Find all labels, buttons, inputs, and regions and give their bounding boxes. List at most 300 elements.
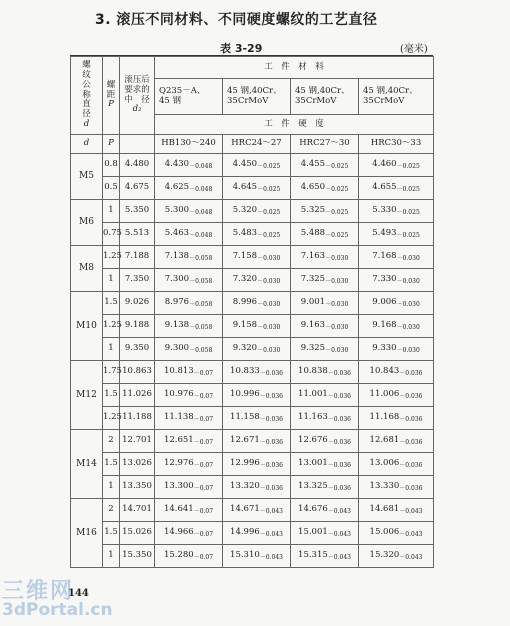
thread-size-cell: M6 (71, 200, 103, 246)
pitch-diameter-cell: 9.026 (120, 292, 155, 315)
unit-label: (毫米) (400, 44, 428, 55)
table-row (71, 453, 434, 476)
tolerance-value: －0.025 (396, 162, 420, 170)
hardness-header-3: HRC27～30 (291, 135, 359, 154)
diameter-value-cell (291, 476, 359, 499)
material-header-4: 45 钢,40Cr、 35CrMoV (359, 79, 434, 115)
nominal-value: 5.483 (232, 227, 258, 238)
tolerance-value: －0.025 (325, 185, 349, 193)
thread-size-header-line: 直 (82, 99, 91, 110)
pitch-cell: 1 (103, 545, 120, 568)
pitch-diameter-header-line: 中 径 (124, 94, 150, 105)
table-row (71, 407, 434, 430)
tolerance-value: －0.07 (193, 461, 214, 469)
thread-size-header-line: 纹 (82, 70, 91, 81)
diameter-value-cell (359, 177, 434, 200)
nominal-value: 13.006 (369, 457, 400, 468)
pitch-cell: 1.5 (103, 292, 120, 315)
pitch-diameter-cell: 7.188 (120, 246, 155, 269)
nominal-value: 10.976 (163, 388, 194, 399)
tolerance-value: －0.07 (193, 438, 214, 446)
tolerance-value: －0.043 (399, 530, 423, 538)
tolerance-value: －0.036 (399, 369, 423, 377)
pitch-cell: 1.5 (103, 453, 120, 476)
tolerance-value: －0.030 (325, 323, 349, 331)
diameter-value-cell (223, 499, 291, 522)
nominal-value: 9.300 (164, 342, 190, 353)
tolerance-value: －0.036 (399, 484, 423, 492)
nominal-value: 5.325 (300, 204, 326, 215)
pitch-cell: 1 (103, 269, 120, 292)
tolerance-value: －0.043 (399, 553, 423, 561)
thread-size-header-line: 螺 (82, 60, 91, 71)
nominal-value: 4.650 (300, 181, 326, 192)
workpiece-material-header: 工 件 材 料 (155, 57, 434, 79)
nominal-value: 10.833 (230, 365, 260, 376)
tolerance-value: －0.048 (189, 208, 213, 216)
tolerance-value: －0.030 (257, 346, 281, 354)
nominal-value: 5.320 (232, 204, 258, 215)
workpiece-hardness-header: 工 件 硬 度 (155, 115, 434, 135)
tolerance-value: －0.030 (325, 277, 349, 285)
tolerance-value: －0.030 (325, 346, 349, 354)
pitch-diameter-cell: 11.026 (120, 384, 155, 407)
thread-size-cell: M16 (71, 499, 103, 568)
pitch-diameter-header (120, 57, 155, 135)
diameter-value-cell (359, 200, 434, 223)
nominal-value: 9.158 (232, 319, 258, 330)
nominal-value: 8.996 (232, 296, 258, 307)
diameter-value-cell (223, 315, 291, 338)
pitch-diameter-cell: 13.350 (120, 476, 155, 499)
tolerance-value: －0.030 (396, 323, 420, 331)
thread-size-cell: M14 (71, 430, 103, 499)
tolerance-value: －0.07 (193, 484, 214, 492)
diameter-value-cell (359, 338, 434, 361)
tolerance-value: －0.025 (325, 231, 349, 239)
nominal-value: 7.163 (300, 250, 326, 261)
nominal-value: 7.320 (232, 273, 258, 284)
diameter-value-cell (291, 338, 359, 361)
nominal-value: 11.168 (369, 411, 400, 422)
pitch-cell: 1.5 (103, 384, 120, 407)
tolerance-value: －0.030 (257, 254, 281, 262)
pitch-cell: 0.8 (103, 154, 120, 177)
hardness-header-4: HRC30～33 (359, 135, 434, 154)
thread-size-cell: M10 (71, 292, 103, 361)
nominal-value: 7.168 (372, 250, 397, 261)
pitch-diameter-cell: 7.350 (120, 269, 155, 292)
table-row (71, 154, 434, 177)
diameter-value-cell (155, 177, 223, 200)
pitch-cell: 1.25 (103, 246, 120, 269)
tolerance-value: －0.036 (327, 415, 351, 423)
table-row (71, 315, 434, 338)
watermark-logo: 三维网 (2, 579, 75, 604)
nominal-value: 10.838 (298, 365, 328, 376)
nominal-value: 15.315 (298, 549, 328, 560)
tolerance-value: －0.043 (327, 507, 351, 515)
diameter-value-cell (155, 476, 223, 499)
diameter-value-cell (155, 384, 223, 407)
tolerance-value: －0.030 (396, 346, 420, 354)
nominal-value: 9.006 (372, 296, 397, 307)
tolerance-value: －0.07 (193, 507, 214, 515)
pitch-cell: 1 (103, 338, 120, 361)
diameter-value-cell (359, 315, 434, 338)
diameter-value-cell (155, 223, 223, 246)
diameter-value-cell (359, 499, 434, 522)
nominal-value: 11.001 (298, 388, 328, 399)
diameter-value-cell (359, 223, 434, 246)
table-row (71, 292, 434, 315)
diameter-value-cell (223, 476, 291, 499)
diameter-value-cell (223, 430, 291, 453)
diameter-value-cell (359, 246, 434, 269)
tolerance-value: －0.030 (325, 254, 349, 262)
nominal-value: 7.325 (300, 273, 326, 284)
pitch-header-line: 螺 (106, 79, 116, 90)
nominal-value: 9.325 (300, 342, 326, 353)
col-symbol-blank (120, 135, 155, 154)
tolerance-value: －0.036 (259, 438, 283, 446)
diameter-value-cell (359, 522, 434, 545)
tolerance-value: －0.043 (327, 553, 351, 561)
diameter-value-cell (291, 361, 359, 384)
nominal-value: 12.676 (298, 434, 328, 445)
table-row (71, 361, 434, 384)
nominal-value: 9.001 (300, 296, 326, 307)
nominal-value: 9.320 (232, 342, 258, 353)
pitch-cell: 2 (103, 499, 120, 522)
nominal-value: 10.813 (163, 365, 194, 376)
tolerance-value: －0.025 (396, 208, 420, 216)
nominal-value: 9.330 (372, 342, 397, 353)
table-row (71, 246, 434, 269)
nominal-value: 7.300 (164, 273, 190, 284)
diameter-value-cell (359, 407, 434, 430)
diameter-value-cell (291, 499, 359, 522)
pitch-cell: 1.5 (103, 522, 120, 545)
tolerance-value: －0.036 (399, 415, 423, 423)
diameter-value-cell (155, 154, 223, 177)
diameter-value-cell (291, 154, 359, 177)
diameter-value-cell (291, 269, 359, 292)
pitch-diameter-header-line: 滚压后 (124, 74, 150, 85)
nominal-value: 5.330 (372, 204, 397, 215)
tolerance-value: －0.058 (189, 346, 213, 354)
diameter-value-cell (291, 292, 359, 315)
material-header-3: 45 钢,40Cr、 35CrMoV (291, 79, 359, 115)
col-symbol-p: P (103, 135, 120, 154)
tolerance-value: －0.036 (259, 415, 283, 423)
diameter-value-cell (223, 522, 291, 545)
nominal-value: 10.996 (230, 388, 260, 399)
nominal-value: 5.488 (300, 227, 326, 238)
tolerance-value: －0.025 (257, 162, 281, 170)
tolerance-value: －0.036 (259, 369, 283, 377)
table-row (71, 384, 434, 407)
thread-size-cell: M5 (71, 154, 103, 200)
thread-size-header (71, 57, 103, 135)
pitch-cell: 1.75 (103, 361, 120, 384)
nominal-value: 8.976 (164, 296, 190, 307)
nominal-value: 12.976 (163, 457, 194, 468)
diameter-value-cell (155, 430, 223, 453)
tolerance-value: －0.030 (396, 254, 420, 262)
nominal-value: 4.430 (164, 158, 190, 169)
nominal-value: 4.450 (232, 158, 258, 169)
diameter-value-cell (291, 522, 359, 545)
nominal-value: 14.996 (230, 526, 260, 537)
tolerance-value: －0.030 (257, 300, 281, 308)
nominal-value: 4.455 (300, 158, 326, 169)
pitch-diameter-cell: 5.513 (120, 223, 155, 246)
nominal-value: 10.843 (369, 365, 400, 376)
tolerance-value: －0.07 (193, 530, 214, 538)
tolerance-value: －0.036 (327, 461, 351, 469)
pitch-diameter-cell: 9.350 (120, 338, 155, 361)
diameter-value-cell (359, 292, 434, 315)
nominal-value: 13.320 (230, 480, 260, 491)
nominal-value: 9.163 (300, 319, 326, 330)
pitch-diameter-cell: 15.350 (120, 545, 155, 568)
nominal-value: 4.625 (164, 181, 190, 192)
tolerance-value: －0.058 (189, 323, 213, 331)
tolerance-value: －0.058 (189, 277, 213, 285)
nominal-value: 7.158 (232, 250, 258, 261)
tolerance-value: －0.025 (396, 231, 420, 239)
diameter-value-cell (291, 223, 359, 246)
tolerance-value: －0.043 (259, 553, 283, 561)
diameter-value-cell (155, 453, 223, 476)
table-row (71, 200, 434, 223)
tolerance-value: －0.058 (189, 300, 213, 308)
nominal-value: 11.138 (163, 411, 194, 422)
table-caption: 表 3-29 (220, 42, 263, 55)
table-row (71, 269, 434, 292)
diameter-value-cell (155, 522, 223, 545)
nominal-value: 12.996 (230, 457, 260, 468)
pitch-diameter-cell: 9.188 (120, 315, 155, 338)
diameter-value-cell (155, 292, 223, 315)
table-row (71, 522, 434, 545)
material-header-2: 45 钢,40Cr、 35CrMoV (223, 79, 291, 115)
tolerance-value: －0.030 (396, 300, 420, 308)
tolerance-value: －0.036 (259, 461, 283, 469)
pitch-header-line: 距 (106, 89, 116, 100)
table-row (71, 545, 434, 568)
pitch-diameter-cell: 15.026 (120, 522, 155, 545)
tolerance-value: －0.030 (257, 323, 281, 331)
diameter-value-cell (291, 545, 359, 568)
tolerance-value: －0.025 (257, 231, 281, 239)
tolerance-value: －0.048 (189, 185, 213, 193)
diameter-value-cell (223, 453, 291, 476)
diameter-value-cell (291, 453, 359, 476)
tolerance-value: －0.036 (259, 392, 283, 400)
pitch-header (103, 57, 120, 135)
thread-size-header-line: 公 (82, 79, 91, 90)
pitch-cell: 0.75 (103, 223, 120, 246)
tolerance-value: －0.048 (189, 162, 213, 170)
nominal-value: 5.493 (372, 227, 397, 238)
diameter-value-cell (359, 384, 434, 407)
nominal-value: 5.300 (164, 204, 190, 215)
pitch-cell: 2 (103, 430, 120, 453)
thread-size-symbol: d (83, 118, 90, 129)
tolerance-value: －0.043 (259, 507, 283, 515)
diameter-value-cell (223, 407, 291, 430)
pitch-cell: 0.5 (103, 177, 120, 200)
pitch-diameter-cell: 10.863 (120, 361, 155, 384)
tolerance-value: －0.025 (257, 208, 281, 216)
nominal-value: 11.158 (230, 411, 260, 422)
tolerance-value: －0.030 (257, 277, 281, 285)
diameter-value-cell (359, 269, 434, 292)
nominal-value: 11.163 (298, 411, 328, 422)
pitch-symbol: P (108, 99, 114, 110)
nominal-value: 12.681 (369, 434, 400, 445)
pitch-diameter-cell: 13.026 (120, 453, 155, 476)
diameter-value-cell (223, 269, 291, 292)
diameter-value-cell (359, 476, 434, 499)
nominal-value: 5.463 (164, 227, 190, 238)
nominal-value: 15.310 (230, 549, 260, 560)
pitch-diameter-header-line: 要求的 (124, 84, 150, 95)
pitch-cell: 1 (103, 476, 120, 499)
nominal-value: 13.330 (369, 480, 400, 491)
tolerance-value: －0.030 (325, 300, 349, 308)
nominal-value: 12.671 (230, 434, 260, 445)
tolerance-value: －0.048 (189, 231, 213, 239)
pitch-cell: 1.25 (103, 315, 120, 338)
diameter-value-cell (291, 315, 359, 338)
tolerance-value: －0.07 (193, 392, 214, 400)
nominal-value: 14.966 (163, 526, 194, 537)
nominal-value: 9.138 (164, 319, 190, 330)
nominal-value: 12.651 (163, 434, 194, 445)
diameter-value-cell (223, 246, 291, 269)
nominal-value: 7.138 (164, 250, 190, 261)
table-row (71, 430, 434, 453)
diameter-value-cell (155, 200, 223, 223)
diameter-value-cell (155, 361, 223, 384)
diameter-value-cell (223, 223, 291, 246)
tolerance-value: －0.036 (259, 484, 283, 492)
nominal-value: 13.325 (298, 480, 328, 491)
tolerance-value: －0.07 (193, 415, 214, 423)
diameter-value-cell (291, 200, 359, 223)
table-row (71, 499, 434, 522)
thread-size-header-line: 称 (82, 89, 91, 100)
diameter-value-cell (359, 545, 434, 568)
tolerance-value: －0.036 (399, 461, 423, 469)
tolerance-value: －0.025 (325, 208, 349, 216)
diameter-value-cell (359, 430, 434, 453)
nominal-value: 15.280 (163, 549, 194, 560)
pitch-diameter-cell: 5.350 (120, 200, 155, 223)
diameter-value-cell (223, 292, 291, 315)
pitch-cell: 1 (103, 200, 120, 223)
nominal-value: 13.001 (298, 457, 328, 468)
pitch-diameter-cell: 12.701 (120, 430, 155, 453)
diameter-value-cell (359, 453, 434, 476)
table-row (71, 177, 434, 200)
tolerance-value: －0.07 (193, 369, 214, 377)
nominal-value: 14.641 (163, 503, 194, 514)
nominal-value: 13.300 (163, 480, 194, 491)
diameter-value-cell (291, 407, 359, 430)
hardness-header-1: HB130～240 (155, 135, 223, 154)
tolerance-value: －0.036 (327, 438, 351, 446)
table-row (71, 476, 434, 499)
section-heading: 3. 滚压不同材料、不同硬度螺纹的工艺直径 (95, 12, 378, 28)
diameter-value-cell (155, 315, 223, 338)
tolerance-value: －0.030 (396, 277, 420, 285)
tolerance-value: －0.07 (193, 553, 214, 561)
nominal-value: 4.645 (232, 181, 258, 192)
nominal-value: 7.330 (372, 273, 397, 284)
material-header-1: Q235－A、 45 钢 (155, 79, 223, 115)
thread-diameter-table (70, 56, 434, 568)
pitch-cell: 1.25 (103, 407, 120, 430)
table-row (71, 338, 434, 361)
diameter-value-cell (291, 384, 359, 407)
tolerance-value: －0.036 (399, 392, 423, 400)
diameter-value-cell (359, 361, 434, 384)
tolerance-value: －0.043 (259, 530, 283, 538)
diameter-value-cell (223, 177, 291, 200)
tolerance-value: －0.025 (257, 185, 281, 193)
thread-size-cell: M8 (71, 246, 103, 292)
diameter-value-cell (291, 246, 359, 269)
nominal-value: 14.676 (298, 503, 328, 514)
nominal-value: 15.006 (369, 526, 400, 537)
pitch-diameter-cell: 4.480 (120, 154, 155, 177)
tolerance-value: －0.043 (399, 507, 423, 515)
tolerance-value: －0.025 (396, 185, 420, 193)
diameter-value-cell (223, 200, 291, 223)
pitch-diameter-cell: 4.675 (120, 177, 155, 200)
tolerance-value: －0.043 (327, 530, 351, 538)
page-number: 144 (68, 588, 89, 599)
pitch-diameter-cell: 14.701 (120, 499, 155, 522)
diameter-value-cell (291, 430, 359, 453)
pitch-diameter-symbol: d₂ (132, 104, 142, 115)
watermark-site: 3dPortal.cn (2, 600, 113, 620)
tolerance-value: －0.025 (325, 162, 349, 170)
diameter-value-cell (359, 154, 434, 177)
table-row (71, 223, 434, 246)
diameter-value-cell (223, 545, 291, 568)
tolerance-value: －0.058 (189, 254, 213, 262)
thread-size-cell: M12 (71, 361, 103, 430)
tolerance-value: －0.036 (327, 392, 351, 400)
pitch-diameter-cell: 11.188 (120, 407, 155, 430)
diameter-value-cell (223, 361, 291, 384)
diameter-value-cell (223, 154, 291, 177)
nominal-value: 15.320 (369, 549, 400, 560)
nominal-value: 15.001 (298, 526, 328, 537)
nominal-value: 4.460 (372, 158, 397, 169)
diameter-value-cell (155, 338, 223, 361)
thread-size-header-line: 径 (82, 109, 91, 120)
nominal-value: 14.671 (230, 503, 260, 514)
nominal-value: 4.655 (372, 181, 397, 192)
diameter-value-cell (155, 407, 223, 430)
tolerance-value: －0.036 (327, 369, 351, 377)
